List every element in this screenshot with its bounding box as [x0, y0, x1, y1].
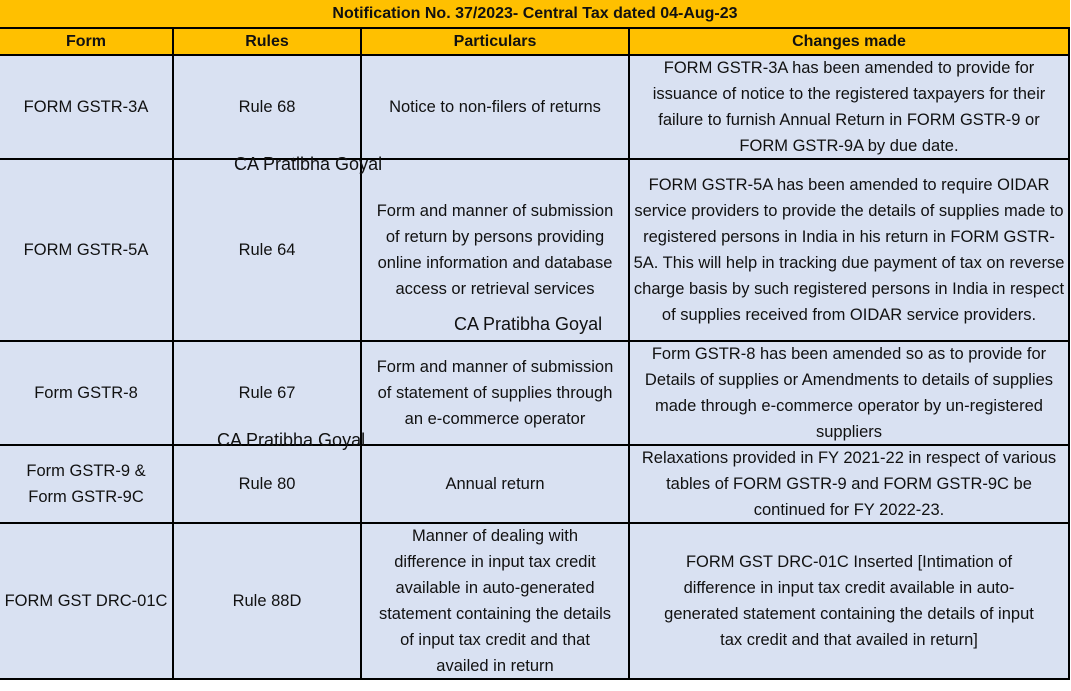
- cell-form: FORM GSTR-3A: [0, 56, 174, 160]
- cell-particulars: Notice to non-filers of returns: [362, 56, 630, 160]
- table-title: Notification No. 37/2023- Central Tax dated 04-Aug-23: [0, 0, 1070, 29]
- cell-rule: Rule 64: [174, 160, 362, 342]
- cell-form: FORM GST DRC-01C: [0, 524, 174, 680]
- cell-form: Form GSTR-9 & Form GSTR-9C: [0, 446, 174, 524]
- column-header-rules: Rules: [174, 29, 362, 56]
- cell-particulars: Annual return: [362, 446, 630, 524]
- cell-changes: FORM GST DRC-01C Inserted [Intimation of difference in input tax credit available in auto-generated statement containing the details of input tax credit and that availed in return]: [630, 524, 1070, 680]
- cell-form: FORM GSTR-5A: [0, 160, 174, 342]
- cell-particulars: Form and manner of submission of return by persons providing online information and database access or retrieval services: [362, 160, 630, 342]
- cell-changes: FORM GSTR-5A has been amended to require OIDAR service providers to provide the details of supplies made to registered persons in India in his return in FORM GSTR-5A. This will help in tracking due payment of tax on reverse charge basis by such registered persons in India in respect of supplies received from OIDAR service providers.: [630, 160, 1070, 342]
- cell-rule: Rule 80: [174, 446, 362, 524]
- column-header-changes-made: Changes made: [630, 29, 1070, 56]
- cell-rule: Rule 68: [174, 56, 362, 160]
- cell-changes: Form GSTR-8 has been amended so as to provide for Details of supplies or Amendments to details of supplies made through e-commerce operator by un-registered suppliers: [630, 342, 1070, 446]
- cell-rule: Rule 67: [174, 342, 362, 446]
- cell-rule: Rule 88D: [174, 524, 362, 680]
- cell-form: Form GSTR-8: [0, 342, 174, 446]
- watermark-text: CA Pratibha Goyal: [217, 430, 366, 450]
- cell-changes: FORM GSTR-3A has been amended to provide for issuance of notice to the registered taxpayers for their failure to furnish Annual Return in FORM GSTR-9 or FORM GSTR-9A by due date.: [630, 56, 1070, 160]
- watermark-text: CA Pratibha Goyal: [234, 154, 383, 174]
- column-header-particulars: Particulars: [362, 29, 630, 56]
- cell-changes: Relaxations provided in FY 2021-22 in respect of various tables of FORM GSTR-9 and FORM GSTR-9C be continued for FY 2022-23.: [630, 446, 1070, 524]
- cell-particulars: Manner of dealing with difference in input tax credit available in auto-generated statement containing the details of input tax credit and that availed in return: [362, 524, 630, 680]
- cell-particulars: Form and manner of submission of statement of supplies through an e-commerce operator: [362, 342, 630, 446]
- column-header-form: Form: [0, 29, 174, 56]
- watermark-text: CA Pratibha Goyal: [454, 314, 603, 334]
